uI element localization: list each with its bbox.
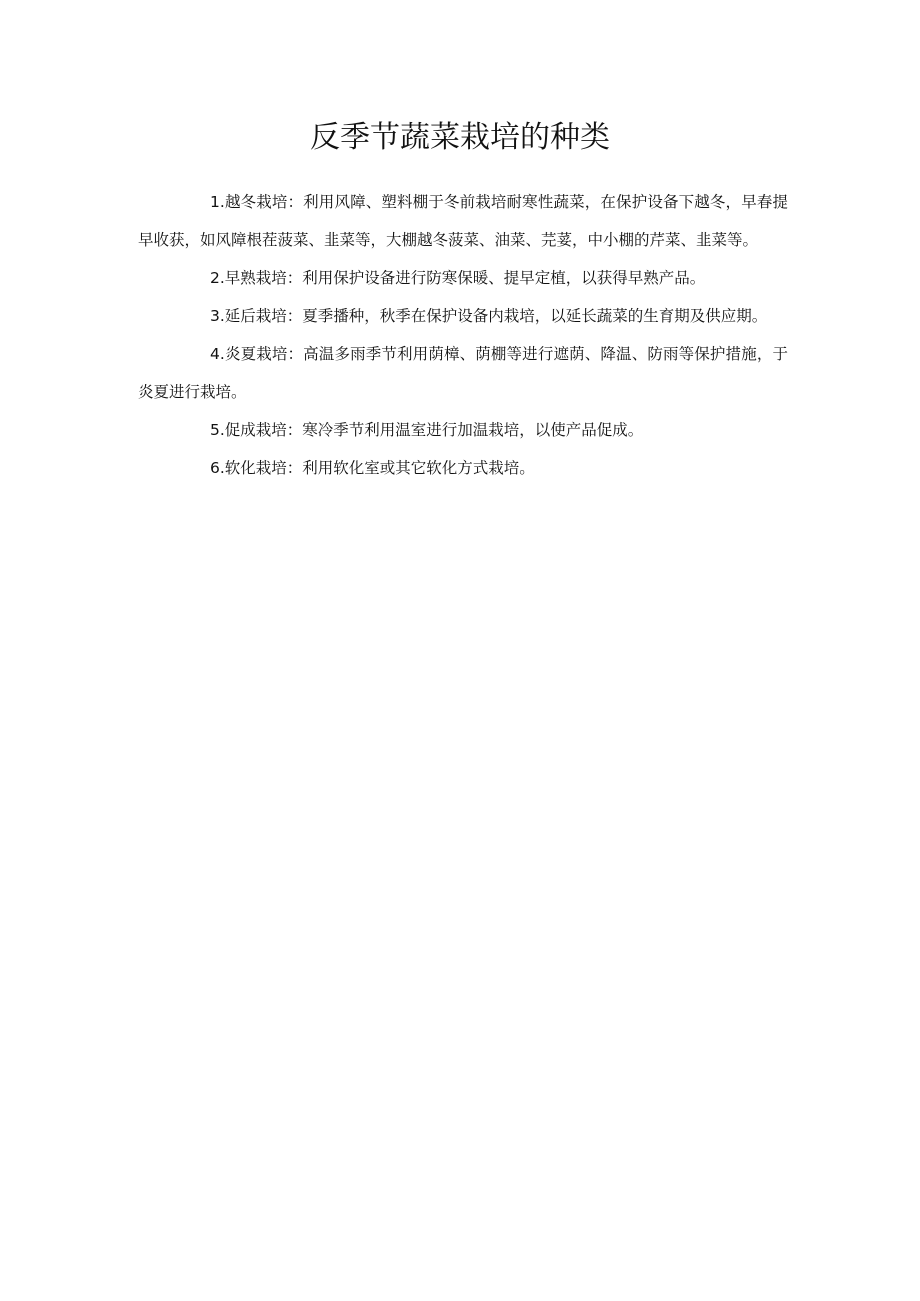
item-text-5: .促成栽培：寒冷季节利用温室进行加温栽培，以使产品促成。 [219, 421, 644, 439]
item-text-1: .越冬栽培：利用风障、塑料棚于冬前栽培耐寒性蔬菜，在保护设备下越冬，早春提早收获，如风障根茬菠菜、韭菜等，大棚越冬菠菜、油菜、芫荽，中小棚的芹菜、韭菜等。 [138, 193, 788, 249]
item-number-5: 5 [210, 421, 220, 439]
item-number-1: 1 [210, 193, 220, 211]
list-item-3 [138, 297, 788, 335]
list-item-2 [138, 259, 788, 297]
list-item-1 [138, 183, 788, 259]
document-title: 反季节蔬菜栽培的种类 [310, 120, 610, 155]
item-text-4: .炎夏栽培：高温多雨季节利用荫樟、荫棚等进行遮荫、降温、防雨等保护措施，于炎夏进行栽培。 [138, 345, 788, 401]
item-number-3: 3 [210, 307, 220, 325]
item-number-6: 6 [210, 459, 220, 477]
document-body [138, 183, 788, 487]
item-text-3: .延后栽培：夏季播种，秋季在保护设备内栽培，以延长蔬菜的生育期及供应期。 [219, 307, 768, 325]
item-text-2: .早熟栽培：利用保护设备进行防寒保暖、提早定植，以获得早熟产品。 [219, 269, 706, 287]
item-number-4: 4 [210, 345, 220, 363]
list-item-6 [138, 449, 788, 487]
item-text-6: .软化栽培：利用软化室或其它软化方式栽培。 [219, 459, 535, 477]
list-item-4 [138, 335, 788, 411]
list-item-5 [138, 411, 788, 449]
item-number-2: 2 [210, 269, 220, 287]
